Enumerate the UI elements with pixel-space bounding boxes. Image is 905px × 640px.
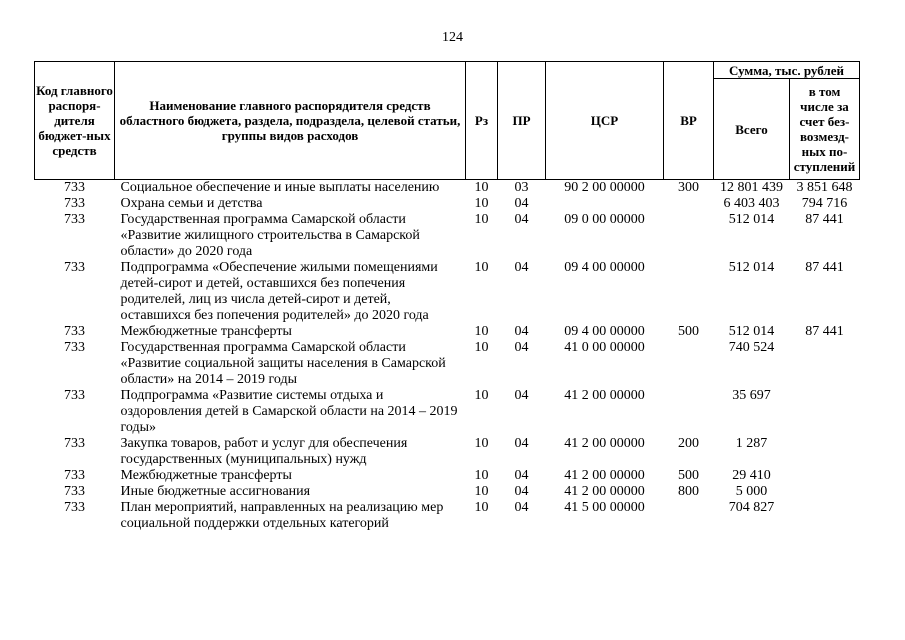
header-total: Всего <box>714 79 790 180</box>
row-csr: 41 0 00 00000 <box>564 340 645 355</box>
row-code: 733 <box>64 500 85 515</box>
row-vr: 500 <box>678 324 699 339</box>
table-row <box>35 260 860 324</box>
table-row <box>35 484 860 500</box>
row-csr: 09 4 00 00000 <box>564 260 645 275</box>
row-csr: 90 2 00 00000 <box>564 180 645 195</box>
row-code: 733 <box>64 340 85 355</box>
table-row <box>35 468 860 484</box>
table-row <box>35 212 860 260</box>
row-code: 733 <box>64 436 85 451</box>
header-name: Наименование главного распорядителя средств областного бюджета, раздела, подраздела, целевой статьи, группы видов расходов <box>115 62 466 180</box>
row-pr: 04 <box>514 388 529 403</box>
row-total: 35 697 <box>732 388 771 403</box>
row-free <box>790 340 860 388</box>
row-pr: 04 <box>514 212 529 227</box>
row-rz: 10 <box>474 324 489 339</box>
row-rz: 10 <box>474 500 489 515</box>
row-vr <box>664 388 714 436</box>
table-row <box>35 324 860 340</box>
row-csr: 41 2 00 00000 <box>564 436 645 451</box>
row-pr: 04 <box>514 436 529 451</box>
row-name: Государственная программа Самарской области «Развитие социальной защиты населения в Самарской области» на 2014 – 2019 годы <box>120 340 446 387</box>
row-code: 733 <box>64 388 85 403</box>
row-rz: 10 <box>474 468 489 483</box>
row-csr: 41 5 00 00000 <box>564 500 645 515</box>
row-pr: 04 <box>514 484 529 499</box>
row-rz: 10 <box>474 436 489 451</box>
budget-table <box>34 61 860 532</box>
row-total: 5 000 <box>735 484 768 499</box>
row-code: 733 <box>64 468 85 483</box>
header-pr: ПР <box>498 62 546 180</box>
row-name: Государственная программа Самарской области «Развитие жилищного строительства в Самарской области» до 2020 года <box>120 212 420 259</box>
row-code: 733 <box>64 196 85 211</box>
row-free: 794 716 <box>801 196 848 211</box>
row-rz: 10 <box>474 196 489 211</box>
row-vr: 200 <box>678 436 699 451</box>
row-code: 733 <box>64 180 85 195</box>
row-name: Межбюджетные трансферты <box>120 324 292 339</box>
row-vr: 500 <box>678 468 699 483</box>
row-name: Подпрограмма «Обеспечение жилыми помещениями детей-сирот и детей, оставшихся без попечения родителей, лиц из числа детей-сирот и детей, оставшихся без попечения родителей» до 2020 года <box>120 260 438 323</box>
row-vr <box>664 260 714 324</box>
header-csr: ЦСР <box>546 62 664 180</box>
row-total: 512 014 <box>728 260 775 275</box>
row-free <box>790 388 860 436</box>
row-total: 512 014 <box>728 212 775 227</box>
row-free <box>790 468 860 484</box>
row-pr: 03 <box>514 180 529 195</box>
row-rz: 10 <box>474 388 489 403</box>
row-rz: 10 <box>474 180 489 195</box>
row-code: 733 <box>64 260 85 275</box>
row-vr <box>664 196 714 212</box>
row-rz: 10 <box>474 260 489 275</box>
page-number: 124 <box>442 30 463 45</box>
row-pr: 04 <box>514 500 529 515</box>
row-total: 6 403 403 <box>723 196 780 211</box>
row-csr: 41 2 00 00000 <box>564 484 645 499</box>
table-row <box>35 500 860 532</box>
row-total: 29 410 <box>732 468 771 483</box>
row-total: 512 014 <box>728 324 775 339</box>
row-pr: 04 <box>514 196 529 211</box>
row-free: 87 441 <box>805 324 844 339</box>
row-vr <box>664 340 714 388</box>
row-csr <box>546 196 664 212</box>
row-name: Иные бюджетные ассигнования <box>120 484 311 499</box>
row-code: 733 <box>64 324 85 339</box>
row-rz: 10 <box>474 212 489 227</box>
row-total: 740 524 <box>728 340 775 355</box>
header-rz: Рз <box>466 62 498 180</box>
row-pr: 04 <box>514 340 529 355</box>
table-row <box>35 340 860 388</box>
row-csr: 41 2 00 00000 <box>564 388 645 403</box>
row-name: Подпрограмма «Развитие системы отдыха и оздоровления детей в Самарской области на 2014 – 2019 годы» <box>120 388 458 435</box>
row-pr: 04 <box>514 324 529 339</box>
row-csr: 41 2 00 00000 <box>564 468 645 483</box>
row-total: 704 827 <box>728 500 775 515</box>
row-csr: 09 4 00 00000 <box>564 324 645 339</box>
row-vr <box>664 212 714 260</box>
row-total: 1 287 <box>735 436 768 451</box>
row-vr: 300 <box>678 180 699 195</box>
row-rz: 10 <box>474 340 489 355</box>
row-free <box>790 436 860 468</box>
row-pr: 04 <box>514 260 529 275</box>
table-body <box>35 180 860 533</box>
row-pr: 04 <box>514 468 529 483</box>
header-code: Код главного распоря-дителя бюджет-ных средств <box>35 62 115 180</box>
table-row <box>35 436 860 468</box>
row-vr: 800 <box>678 484 699 499</box>
row-rz: 10 <box>474 484 489 499</box>
row-free <box>790 484 860 500</box>
row-free: 87 441 <box>805 212 844 227</box>
row-name: План мероприятий, направленных на реализацию мер социальной поддержки отдельных категорий <box>120 500 444 531</box>
row-total: 12 801 439 <box>720 180 783 195</box>
table-header <box>35 62 860 180</box>
row-name: Охрана семьи и детства <box>120 196 263 211</box>
row-name: Закупка товаров, работ и услуг для обеспечения государственных (муниципальных) нужд <box>120 436 408 467</box>
row-code: 733 <box>64 484 85 499</box>
row-name: Межбюджетные трансферты <box>120 468 292 483</box>
row-free: 87 441 <box>805 260 844 275</box>
row-code: 733 <box>64 212 85 227</box>
row-vr <box>664 500 714 532</box>
table-row <box>35 180 860 197</box>
table-row <box>35 388 860 436</box>
row-free <box>790 500 860 532</box>
row-name: Социальное обеспечение и иные выплаты населению <box>120 180 440 195</box>
header-sum-group: Сумма, тыс. рублей <box>714 62 860 79</box>
row-free: 3 851 648 <box>796 180 853 195</box>
header-free: в том числе за счет без-возмезд-ных по-ступлений <box>790 79 860 180</box>
table-row <box>35 196 860 212</box>
row-csr: 09 0 00 00000 <box>564 212 645 227</box>
header-vr: ВР <box>664 62 714 180</box>
